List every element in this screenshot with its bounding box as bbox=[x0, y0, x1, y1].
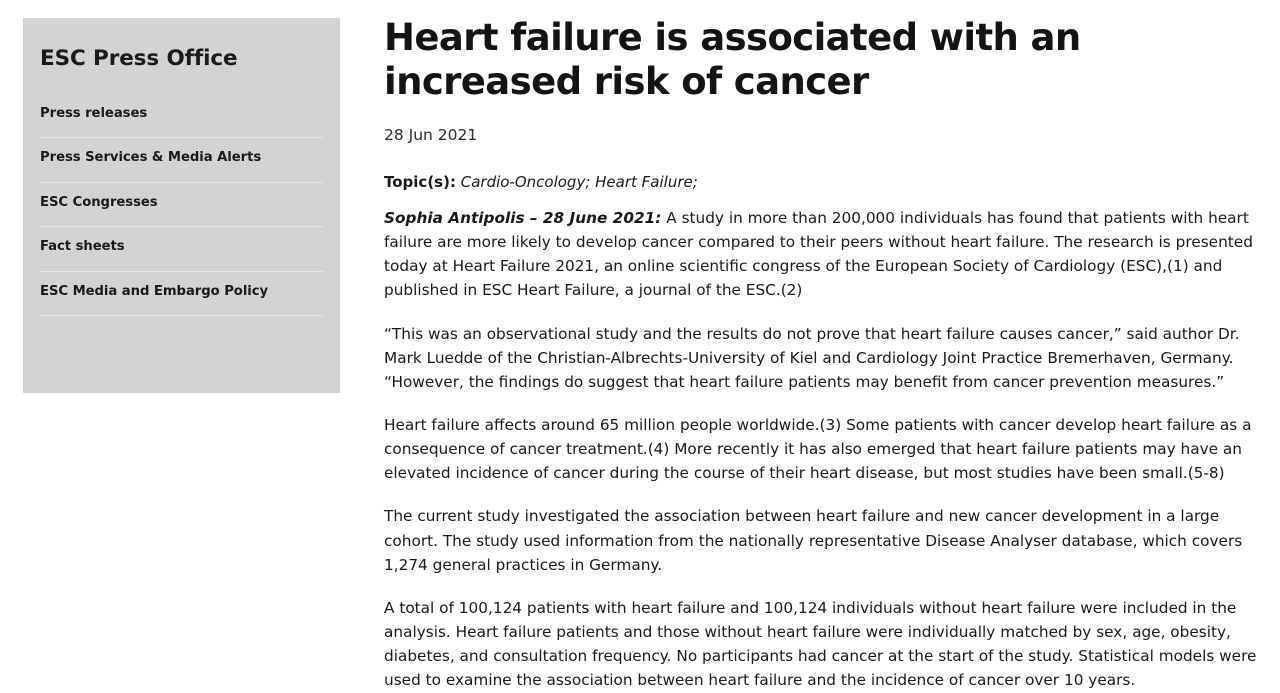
sidebar-item-press-releases[interactable] bbox=[40, 94, 323, 139]
sidebar-item-label[interactable]: Press releases bbox=[40, 105, 148, 121]
lede-dateline: Sophia Antipolis – 28 June 2021: bbox=[384, 208, 662, 227]
sidebar-item-press-services-media-alerts[interactable] bbox=[40, 138, 323, 183]
sidebar-item-fact-sheets[interactable] bbox=[40, 227, 323, 272]
sidebar-item-label[interactable]: Press Services & Media Alerts bbox=[40, 150, 262, 166]
lede-paragraph bbox=[384, 206, 1262, 303]
sidebar-nav bbox=[23, 94, 340, 317]
sidebar-item-esc-media-embargo-policy[interactable] bbox=[40, 272, 323, 317]
sidebar-item-esc-congresses[interactable] bbox=[40, 183, 323, 228]
article bbox=[384, 0, 1264, 693]
body-paragraph-2: Heart failure affects around 65 million people worldwide.(3) Some patients with cancer develop heart failure as a consequence of cancer treatment.(4) More recently it has also emerged that heart failure patients may have an elevated incidence of cancer during the course of their heart disease, but most studies have been small.(5-8) bbox=[384, 416, 1252, 483]
topics-values[interactable]: Cardio-Oncology; Heart Failure; bbox=[460, 173, 698, 192]
page-title: Heart failure is associated with an increased risk of cancer bbox=[384, 16, 1081, 104]
lede-text: A study in more than 200,000 individuals has found that patients with heart failure are more likely to develop cancer compared to their peers without heart failure. The research is presented today at Heart Failure 2021, an online scientific congress of the European Society of Cardiology (ESC),(1) and published in ESC Heart Failure, a journal of the ESC.(2) bbox=[384, 208, 1253, 300]
body-paragraph-1: “This was an observational study and the results do not prove that heart failure causes cancer,” said author Dr. Mark Luedde of the Christian-Albrechts-University of Kiel and Cardiology Joint Practice Bremerhaven, Germany. “However, the findings do suggest that heart failure patients may benefit from cancer prevention measures.” bbox=[384, 324, 1240, 391]
sidebar-title: ESC Press Office bbox=[40, 46, 238, 71]
topics-line bbox=[384, 172, 1264, 194]
publish-date: 28 Jun 2021 bbox=[384, 126, 478, 145]
sidebar bbox=[23, 18, 340, 393]
body-paragraph-3: The current study investigated the association between heart failure and new cancer development in a large cohort. The study used information from the nationally representative Disease Analyser database, which covers 1,274 general practices in Germany. bbox=[384, 507, 1243, 574]
sidebar-item-label[interactable]: ESC Congresses bbox=[40, 194, 158, 210]
sidebar-item-label[interactable]: Fact sheets bbox=[40, 239, 125, 255]
topics-label: Topic(s): bbox=[384, 173, 456, 192]
sidebar-item-label[interactable]: ESC Media and Embargo Policy bbox=[40, 283, 269, 299]
body-paragraph-4: A total of 100,124 patients with heart failure and 100,124 individuals without heart failure were included in the analysis. Heart failure patients and those without heart failure were individually matched by sex, age, obesity, diabetes, and consultation frequency. No participants had cancer at the start of the study. Statistical models were used to examine the association between heart failure and the incidence of cancer over 10 years. bbox=[384, 598, 1257, 690]
